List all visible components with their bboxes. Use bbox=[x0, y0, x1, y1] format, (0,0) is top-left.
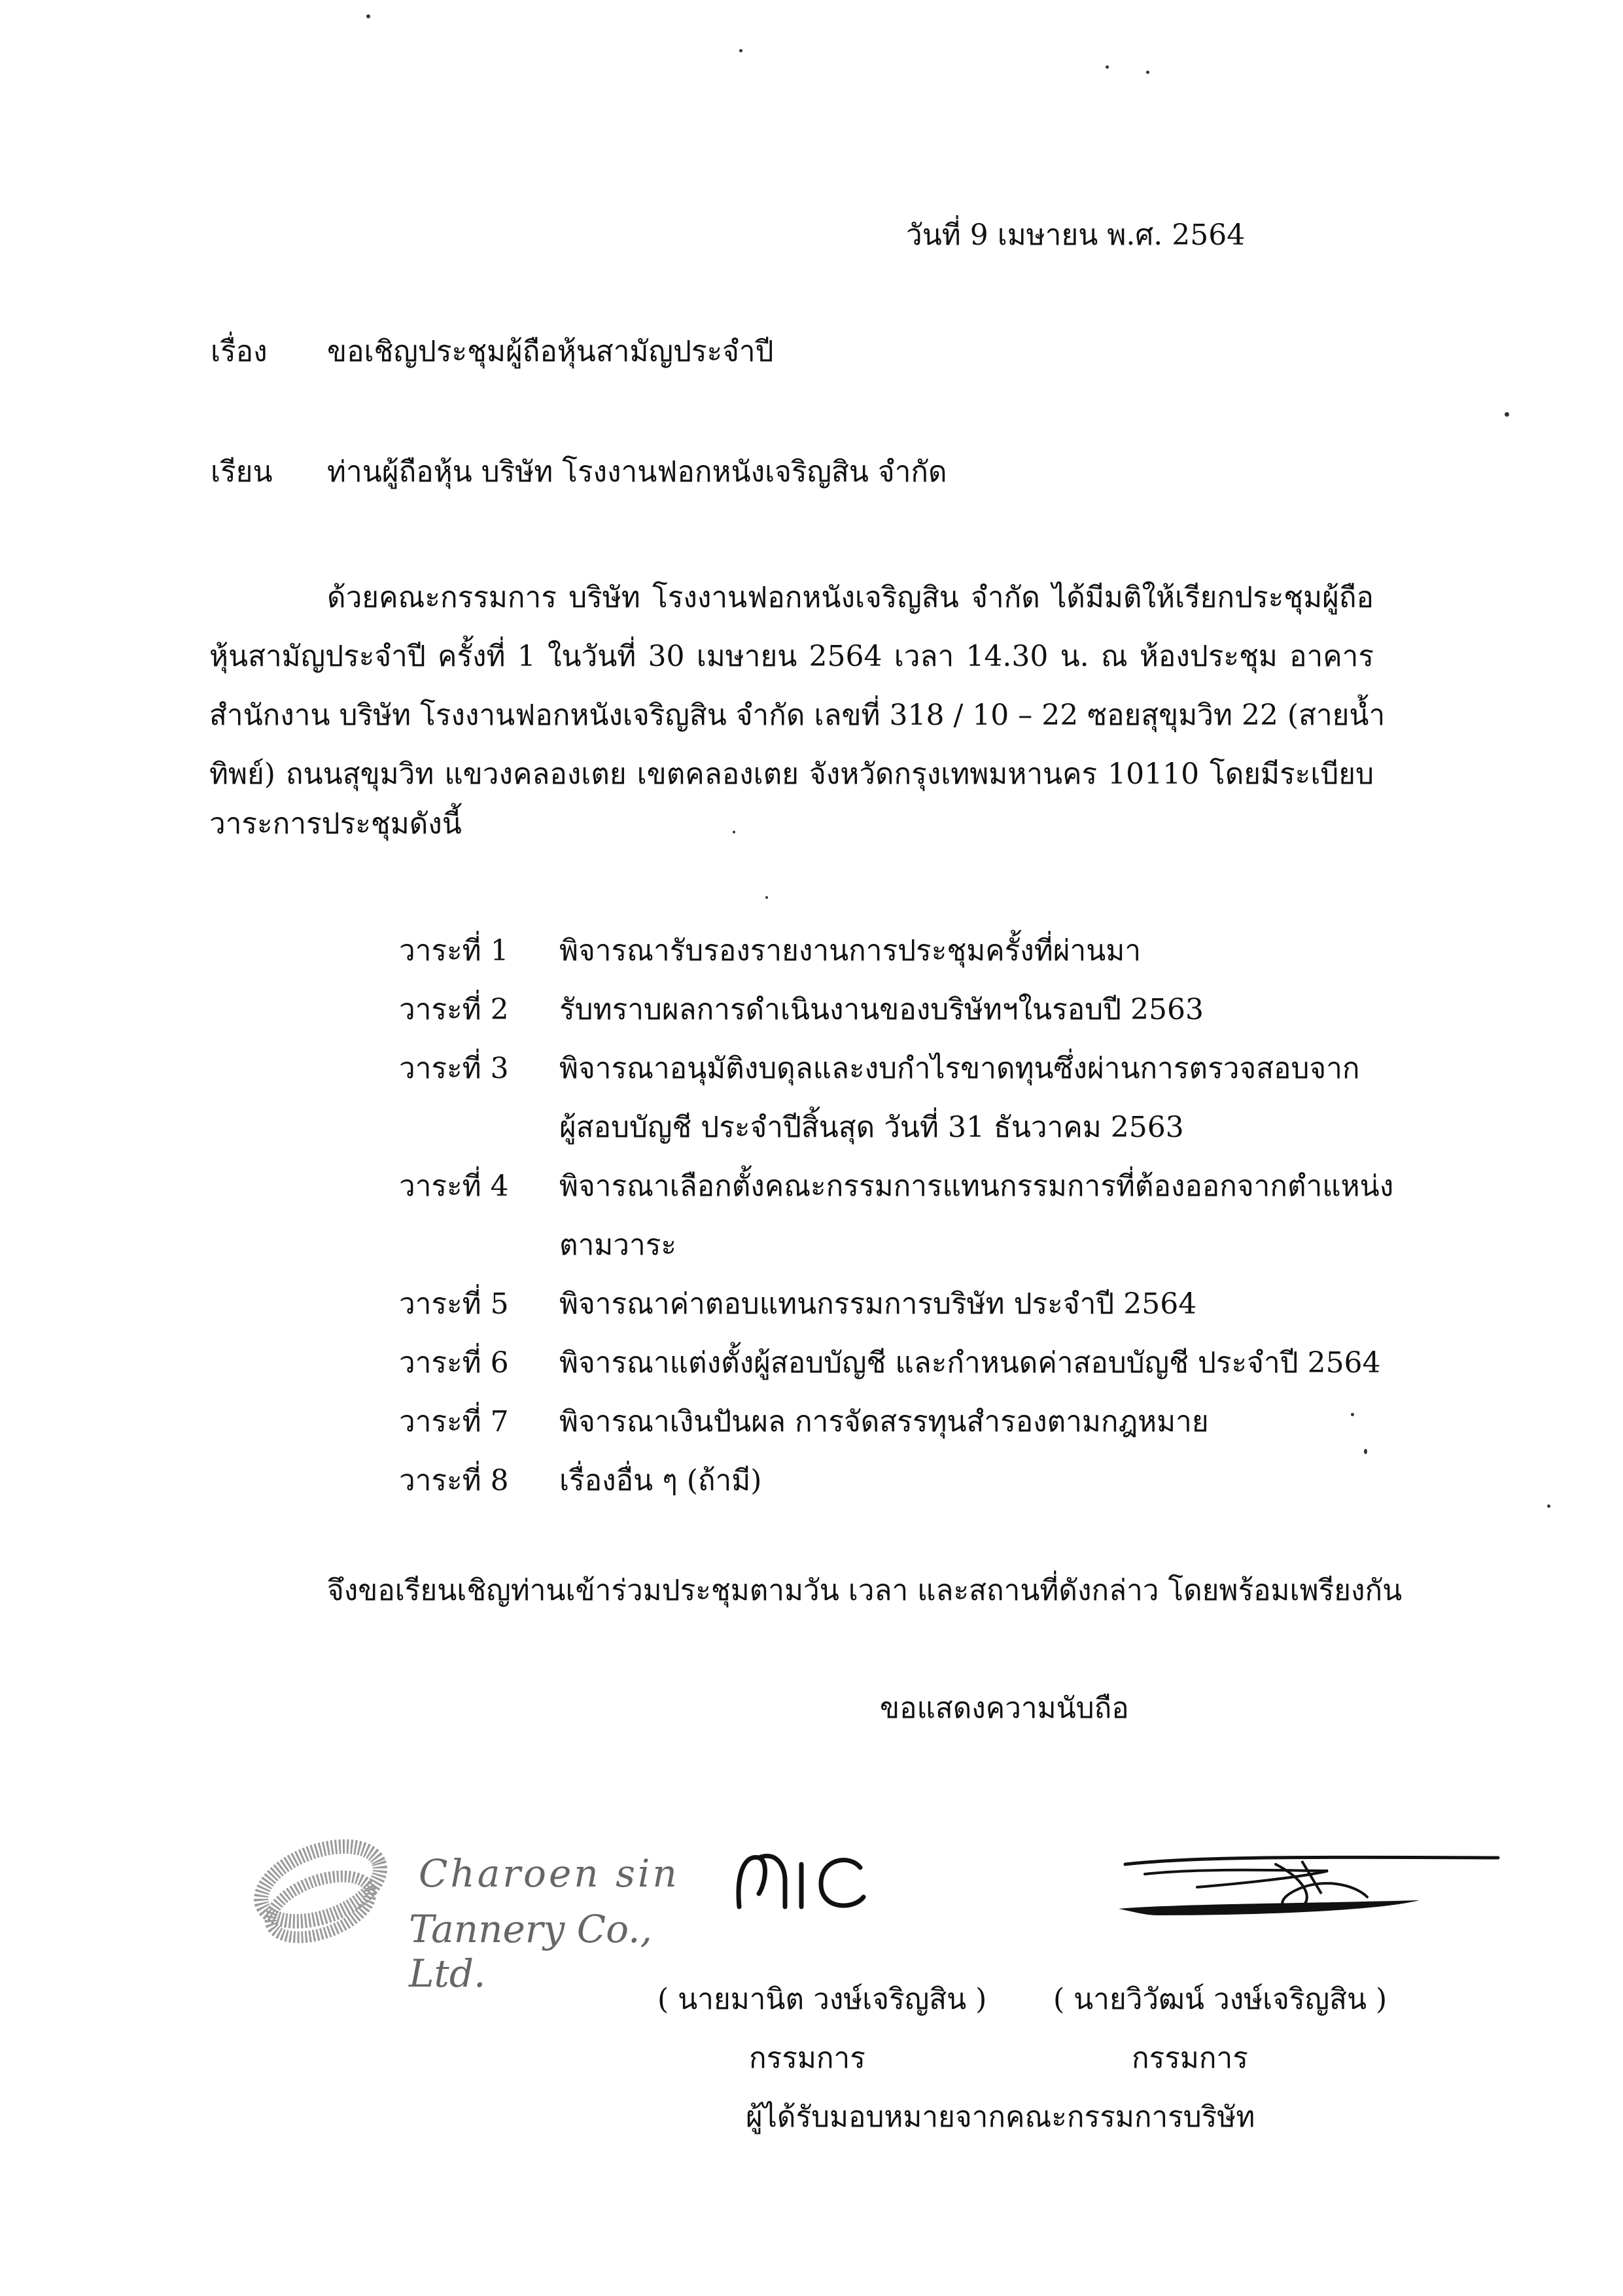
agenda-label-2: วาระที่ 2 bbox=[399, 993, 509, 1026]
scan-speck bbox=[366, 14, 370, 18]
addressee-text: ท่านผู้ถือหุ้น บริษัท โรงงานฟอกหนังเจริญสิน จำกัด bbox=[327, 455, 947, 489]
agenda-label-4: วาระที่ 4 bbox=[399, 1170, 509, 1203]
company-logo-icon bbox=[249, 1832, 399, 1962]
agenda-text-6: พิจารณาแต่งตั้งผู้สอบบัญชี และกำหนดค่าสอบบัญชี ประจำปี 2564 bbox=[559, 1346, 1381, 1380]
body-line-1: ด้วยคณะกรรมการ บริษัท โรงงานฟอกหนังเจริญสิน จำกัด ได้มีมติให้เรียกประชุมผู้ถือ bbox=[327, 581, 1374, 614]
body-line-3: สำนักงาน บริษัท โรงงานฟอกหนังเจริญสิน จำกัด เลขที่ 318 / 10 – 22 ซอยสุขุมวิท 22 (สายน้ำ bbox=[209, 699, 1386, 732]
agenda-label-5: วาระที่ 5 bbox=[399, 1287, 509, 1321]
addressee-label: เรียน bbox=[211, 455, 273, 489]
agenda-text-4a: พิจารณาเลือกตั้งคณะกรรมการแทนกรรมการที่ต้องออกจากตำแหน่ง bbox=[559, 1170, 1394, 1203]
signatory-1-name: ( นายมานิต วงษ์เจริญสิน ) bbox=[657, 1983, 987, 2016]
body-line-2: หุ้นสามัญประจำปี ครั้งที่ 1 ในวันที่ 30 เมษายน 2564 เวลา 14.30 น. ณ ห้องประชุม อาคาร bbox=[209, 640, 1374, 673]
scan-speck bbox=[733, 831, 735, 833]
scan-speck bbox=[1364, 1449, 1367, 1454]
regards: ขอแสดงความนับถือ bbox=[880, 1692, 1129, 1725]
scan-speck bbox=[739, 49, 742, 52]
letter-date: วันที่ 9 เมษายน พ.ศ. 2564 bbox=[906, 218, 1246, 252]
scan-speck bbox=[1505, 412, 1509, 417]
signatory-1-title: กรรมการ bbox=[749, 2042, 865, 2075]
scan-speck bbox=[1351, 1413, 1354, 1416]
scan-speck bbox=[1106, 65, 1109, 69]
agenda-text-3a: พิจารณาอนุมัติงบดุลและงบกำไรขาดทุนซึ่งผ่านการตรวจสอบจาก bbox=[559, 1052, 1360, 1085]
signatory-2-name: ( นายวิวัฒน์ วงษ์เจริญสิน ) bbox=[1053, 1983, 1387, 2016]
agenda-text-3b: ผู้สอบบัญชี ประจำปีสิ้นสุด วันที่ 31 ธันวาคม 2563 bbox=[559, 1111, 1184, 1144]
scan-speck bbox=[1547, 1505, 1550, 1508]
agenda-text-7: พิจารณาเงินปันผล การจัดสรรทุนสำรองตามกฎหมาย bbox=[559, 1405, 1209, 1438]
authorized-statement: ผู้ได้รับมอบหมายจากคณะกรรมการบริษัท bbox=[746, 2100, 1255, 2134]
body-line-5: วาระการประชุมดังนี้ bbox=[209, 807, 462, 841]
scan-speck bbox=[1146, 71, 1149, 74]
signature-2 bbox=[1106, 1838, 1511, 1923]
subject-text: ขอเชิญประชุมผู้ถือหุ้นสามัญประจำปี bbox=[327, 335, 774, 368]
agenda-label-6: วาระที่ 6 bbox=[399, 1346, 509, 1380]
agenda-text-8: เรื่องอื่น ๆ (ถ้ามี) bbox=[559, 1464, 762, 1497]
logo-line-2: Tannery Co., Ltd. bbox=[409, 1907, 652, 1996]
signature-1 bbox=[729, 1845, 873, 1917]
body-line-4: ทิพย์) ถนนสุขุมวิท แขวงคลองเตย เขตคลองเตย จังหวัดกรุงเทพมหานคร 10110 โดยมีระเบียบ bbox=[209, 757, 1374, 791]
scan-speck bbox=[765, 896, 768, 899]
company-stamp bbox=[249, 1832, 707, 1996]
agenda-label-8: วาระที่ 8 bbox=[399, 1464, 509, 1497]
closing-invite: จึงขอเรียนเชิญท่านเข้าร่วมประชุมตามวัน เวลา และสถานที่ดังกล่าว โดยพร้อมเพรียงกัน bbox=[327, 1574, 1403, 1607]
agenda-text-1: พิจารณารับรองรายงานการประชุมครั้งที่ผ่านมา bbox=[559, 934, 1142, 967]
agenda-text-4b: ตามวาระ bbox=[559, 1228, 676, 1262]
agenda-text-2: รับทราบผลการดำเนินงานของบริษัทฯในรอบปี 2563 bbox=[559, 993, 1204, 1026]
logo-line-1: Charoen sin bbox=[419, 1851, 680, 1896]
agenda-text-5: พิจารณาค่าตอบแทนกรรมการบริษัท ประจำปี 2564 bbox=[559, 1287, 1197, 1321]
agenda-label-7: วาระที่ 7 bbox=[399, 1405, 509, 1438]
signatory-2-title: กรรมการ bbox=[1132, 2042, 1248, 2075]
agenda-label-1: วาระที่ 1 bbox=[399, 934, 509, 967]
agenda-label-3: วาระที่ 3 bbox=[399, 1052, 509, 1085]
subject-label: เรื่อง bbox=[211, 335, 268, 368]
